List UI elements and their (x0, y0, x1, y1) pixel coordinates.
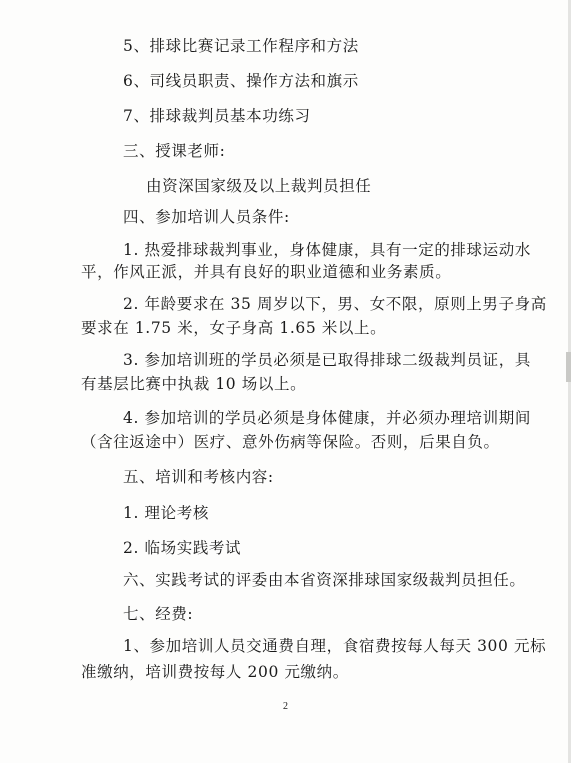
text-line-condition-4b: （含往返途中）医疗、意外伤病等保险。否则，后果自负。 (81, 433, 500, 451)
section-heading-fees: 七、经费: (123, 605, 194, 623)
text-line-condition-4a: 4. 参加培训的学员必须是身体健康，并必须办理培训期间 (123, 409, 531, 427)
text-line-condition-2b: 要求在 1.75 米，女子身高 1.65 米以上。 (81, 319, 387, 337)
text-line-condition-1a: 1. 热爱排球裁判事业，身体健康，具有一定的排球运动水 (123, 241, 531, 259)
text-line-item-6: 6、司线员职责、操作方法和旗示 (123, 72, 359, 90)
section-heading-judges: 六、实践考试的评委由本省资深排球国家级裁判员担任。 (123, 571, 526, 589)
section-heading-instructor: 三、授课老师: (123, 142, 226, 160)
text-line-fees-1b: 准缴纳，培训费按每人 200 元缴纳。 (81, 663, 349, 681)
text-line-condition-3b: 有基层比赛中执裁 10 场以上。 (81, 375, 307, 393)
section-heading-assessment: 五、培训和考核内容: (123, 468, 274, 486)
text-line-assessment-1: 1. 理论考核 (123, 504, 209, 522)
text-line-condition-1b: 平，作风正派，并具有良好的职业道德和业务素质。 (81, 263, 452, 281)
text-line-assessment-2: 2. 临场实践考试 (123, 539, 242, 557)
text-line-instructor: 由资深国家级及以上裁判员担任 (146, 177, 372, 195)
section-heading-conditions: 四、参加培训人员条件: (123, 208, 290, 226)
text-line-condition-3a: 3. 参加培训班的学员必须是已取得排球二级裁判员证，具 (123, 351, 531, 369)
page-number: 2 (283, 701, 288, 712)
text-line-item-5: 5、排球比赛记录工作程序和方法 (123, 37, 359, 55)
text-line-fees-1a: 1、参加培训人员交通费自理，食宿费按每人每天 300 元标 (123, 637, 547, 655)
scan-edge-mark (566, 352, 571, 382)
text-line-condition-2a: 2. 年龄要求在 35 周岁以下，男、女不限，原则上男子身高 (123, 295, 547, 313)
text-line-item-7: 7、排球裁判员基本功练习 (123, 107, 311, 125)
